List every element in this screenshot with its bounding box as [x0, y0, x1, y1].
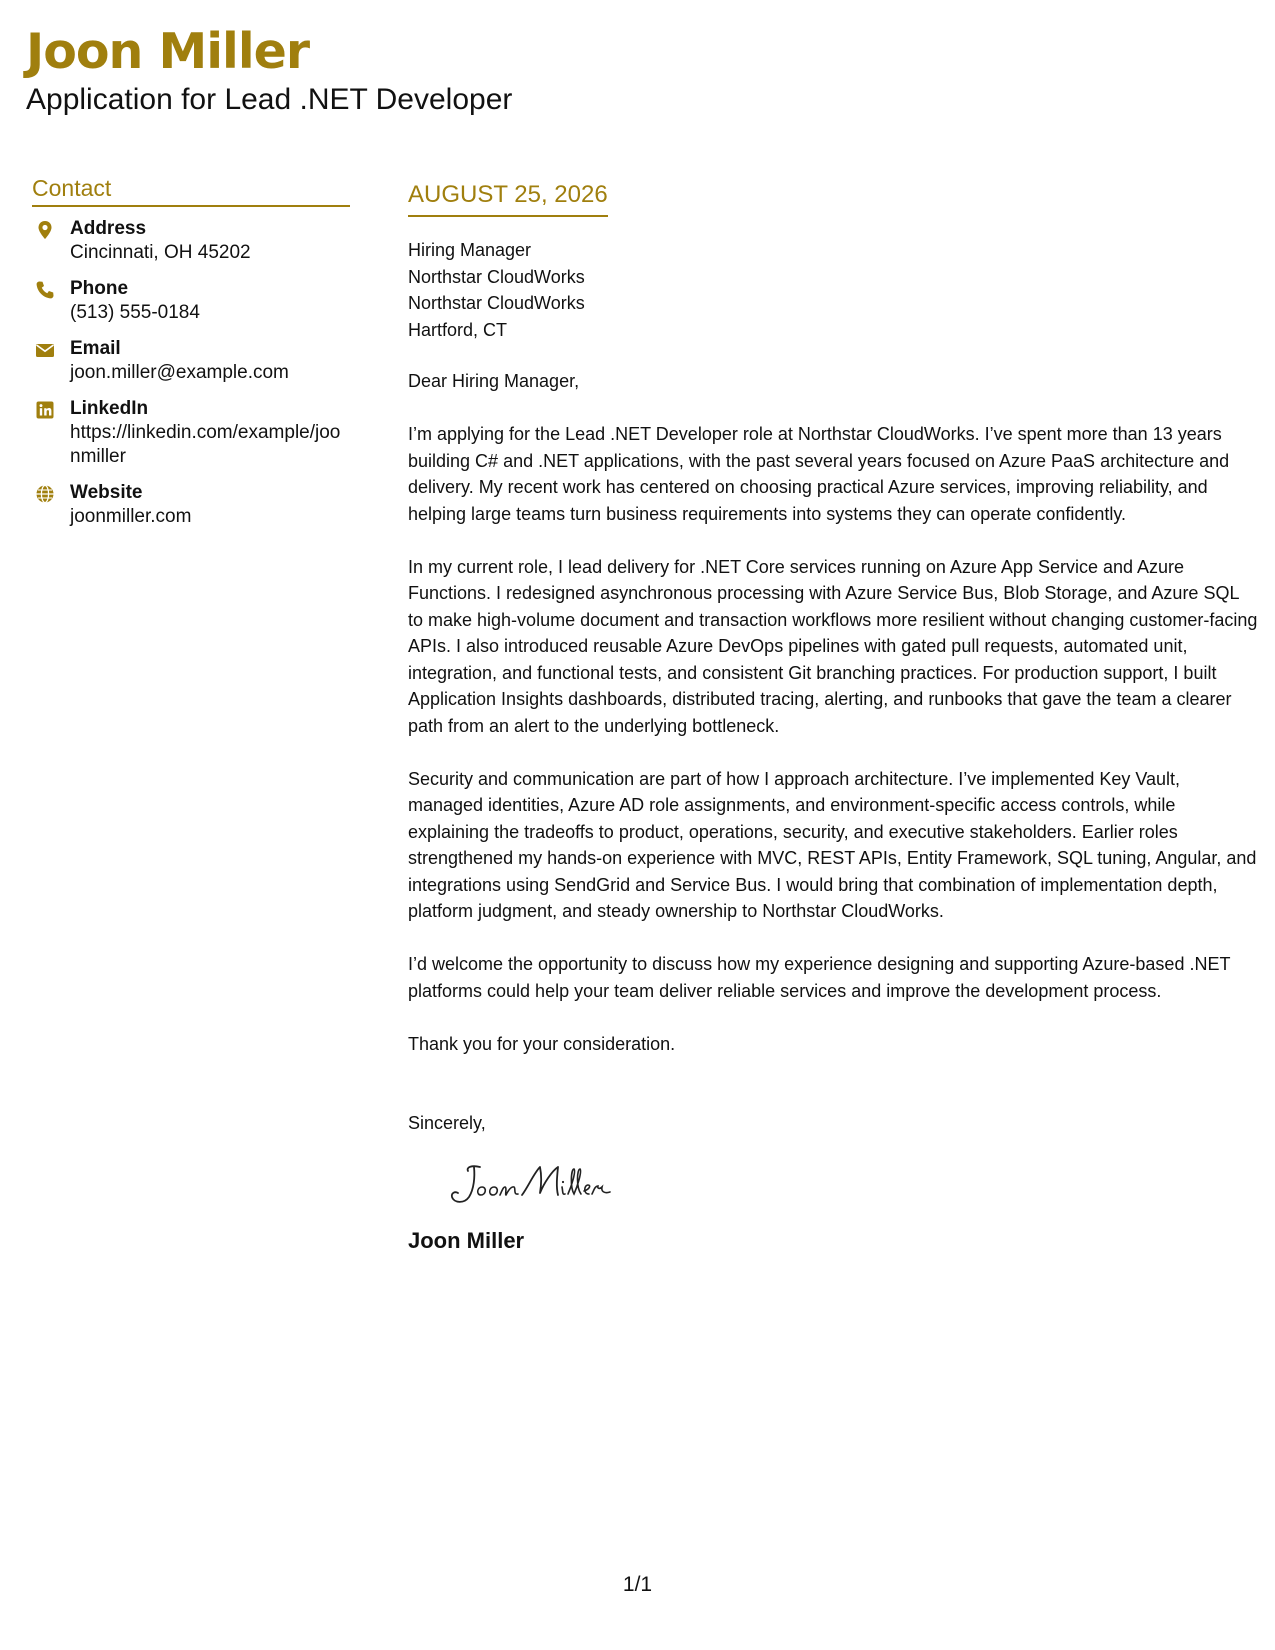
applicant-headline: Application for Lead .NET Developer [26, 83, 513, 116]
body-paragraph: I’d welcome the opportunity to discuss how my experience designing and supporting Azure-based .NET platforms could help your team deliver reliable services and improve the development process. [408, 954, 1231, 1001]
map-pin-icon [35, 220, 55, 240]
contact-label: Email [70, 338, 121, 359]
recipient-line: Hiring Manager [408, 240, 532, 260]
contact-item-linkedin [32, 397, 350, 469]
page-number: 1/1 [622, 1573, 653, 1596]
recipient-block [408, 237, 1258, 343]
recipient-line: Northstar CloudWorks [408, 266, 585, 287]
body-paragraph: Security and communication are part of how I approach architecture. I’ve implemented Key Vault, managed identities, Azure AD role assignments, and environment-specific access controls, while explaining the tradeoffs to product, operations, security, and executive stakeholders. Earlier roles strengthened my hands-on experience with MVC, REST APIs, Entity Framework, SQL tuning, Angular, and integrations using SendGrid and Service Bus. I would bring that combination of implementation depth, platform judgment, and steady ownership to Northstar CloudWorks. [408, 768, 1257, 921]
contact-item-website [32, 481, 350, 529]
body-paragraph: Thank you for your consideration. [408, 1033, 676, 1054]
letter-body [408, 178, 1258, 1255]
linkedin-icon [35, 400, 55, 420]
body-paragraph: I’m applying for the Lead .NET Developer role at Northstar CloudWorks. I’ve spent more than 13 years building C# and .NET applications, with the past several years focused on Azure PaaS architecture and delivery. My recent work has centered on choosing practical Azure services, improving reliability, and helping large teams turn business requirements into systems they can operate confidently. [408, 424, 1230, 524]
phone-icon [35, 280, 55, 300]
letter-header [26, 22, 512, 118]
globe-icon [35, 484, 55, 504]
contact-item-address [32, 217, 350, 265]
salutation: Dear Hiring Manager, [408, 371, 580, 391]
contact-label: LinkedIn [70, 398, 149, 419]
signer-name: Joon Miller [408, 1227, 525, 1253]
contact-heading: Contact [32, 172, 350, 207]
closing: Sincerely, [408, 1113, 486, 1133]
contact-label: Address [70, 218, 147, 239]
applicant-name: Joon Miller [26, 23, 310, 80]
contact-value: Cincinnati, OH 45202 [70, 242, 251, 263]
handwritten-signature [444, 1153, 644, 1213]
recipient-line: Northstar CloudWorks [408, 293, 585, 313]
letter-date: AUGUST 25, 2026 [408, 178, 608, 217]
body-paragraph: In my current role, I lead delivery for .NET Core services running on Azure App Service and Azure Functions. I redesigned asynchronous processing with Azure Service Bus, Blob Storage, and Azure SQL to make high-volume document and transaction workflows more resilient without changing customer-facing APIs. I also introduced reusable Azure DevOps pipelines with gated pull requests, automated unit, integration, and functional tests, and consistent Git branching practices. For production support, I built Application Insights dashboards, distributed tracing, alerting, and runbooks that gave the team a clearer path from an alert to the underlying bottleneck. [408, 556, 1258, 736]
envelope-icon [35, 340, 55, 360]
contact-item-phone [32, 277, 350, 325]
contact-value: joon.miller@example.com [70, 362, 289, 383]
contact-sidebar [32, 172, 350, 541]
recipient-line: Hartford, CT [408, 319, 508, 340]
contact-label: Phone [70, 278, 129, 299]
contact-value: joonmiller.com [70, 506, 192, 527]
contact-label: Website [70, 482, 143, 503]
contact-value: (513) 555-0184 [70, 302, 200, 323]
contact-item-email [32, 337, 350, 385]
contact-value: https://linkedin.com/example/joonmiller [70, 422, 341, 467]
